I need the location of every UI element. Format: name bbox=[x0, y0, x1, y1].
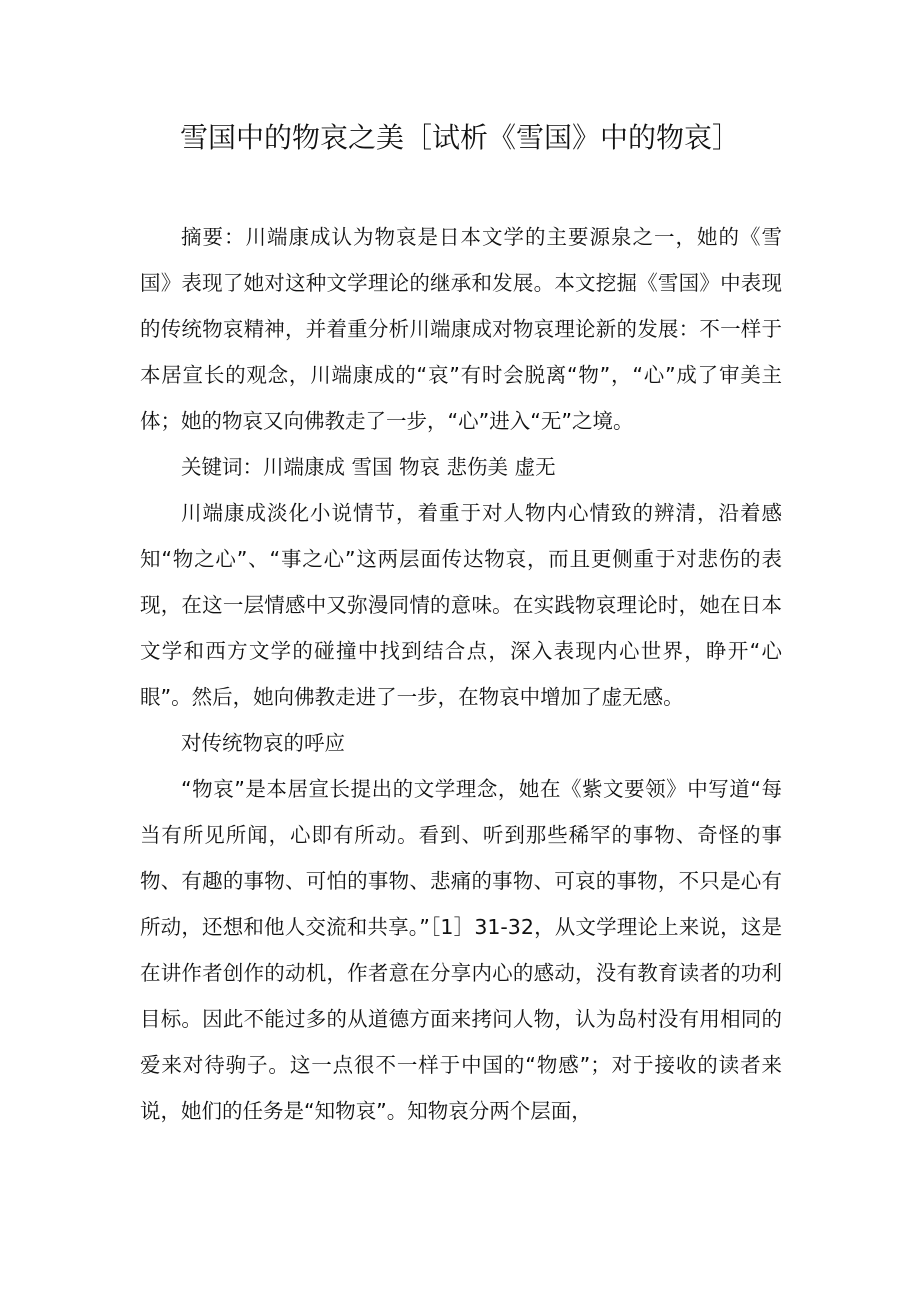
keywords-paragraph: 关键词：川端康成 雪国 物哀 悲伤美 虚无 bbox=[181, 455, 556, 479]
section-heading: 对传统物哀的呼应 bbox=[181, 731, 345, 755]
document-title: 雪国中的物哀之美［试析《雪国》中的物哀］ bbox=[179, 121, 740, 154]
document-body bbox=[140, 214, 782, 1134]
body-paragraph: 川端康成淡化小说情节，着重于对人物内心情致的辨清，沿着感知“物之心”、“事之心”这两层面传达物哀，而且更侧重于对悲伤的表现，在这一层情感中又弥漫同情的意味。在实践物哀理论时，她在日本文学和西方文学的碰撞中找到结合点，深入表现内心世界，睁开“心眼”。然后，她向佛教走进了一步，在物哀中增加了虚无感。 bbox=[140, 501, 782, 709]
body-paragraph: “物哀”是本居宣长提出的文学理念，她在《紫文要领》中写道“每当有所见所闻，心即有所动。看到、听到那些稀罕的事物、奇怪的事物、有趣的事物、可怕的事物、悲痛的事物、可哀的事物，不只是心有所动，还想和他人交流和共享。”［1］31-32，从文学理论上来说，这是在讲作者创作的动机，作者意在分享内心的感动，没有教育读者的功利目标。因此不能过多的从道德方面来拷问人物，认为岛村没有用相同的爱来对待驹子。这一点很不一样于中国的“物感”；对于接收的读者来说，她们的任务是“知物哀”。知物哀分两个层面， bbox=[140, 777, 782, 1123]
abstract-paragraph: 摘要：川端康成认为物哀是日本文学的主要源泉之一，她的《雪国》表现了她对这种文学理论的继承和发展。本文挖掘《雪国》中表现的传统物哀精神，并着重分析川端康成对物哀理论新的发展：不一样于本居宣长的观念，川端康成的“哀”有时会脱离“物”，“心”成了审美主体；她的物哀又向佛教走了一步，“心”进入“无”之境。 bbox=[140, 225, 782, 433]
